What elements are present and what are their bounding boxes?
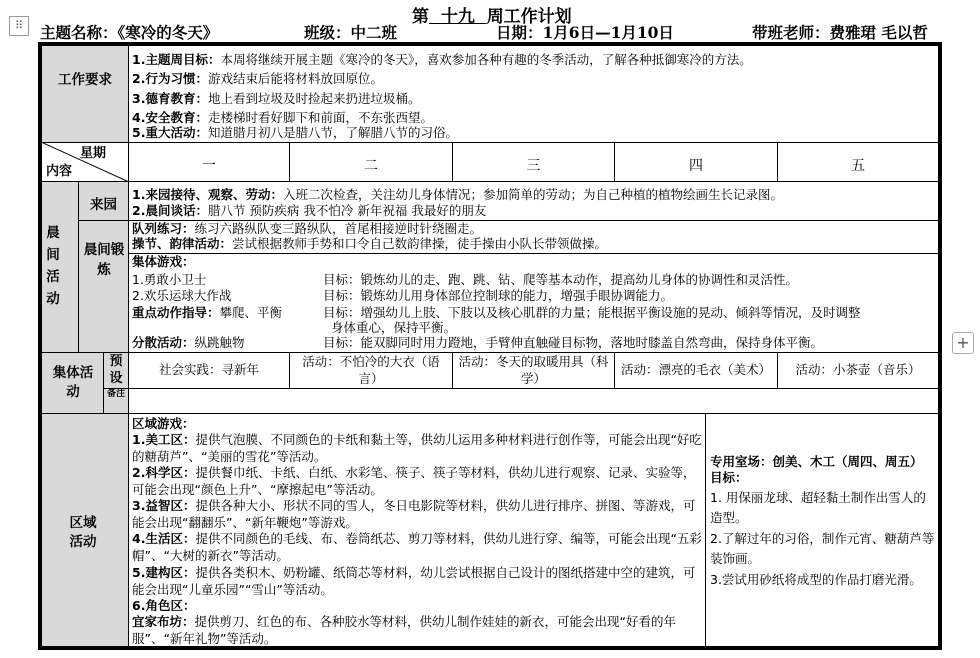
free-activity-goal: 目标：能双脚同时用力蹬地，手臂伸直触碰目标物，落地时膝盖自然弯曲，保持身体平衡。 xyxy=(323,335,824,350)
rhythm-line: 操节、韵律活动：尝试根据教师手势和口令自己数韵律操，徒手操由小队长带领做操。 xyxy=(132,236,608,251)
header xyxy=(0,0,980,42)
special-goal: 2.了解过年的习俗，制作元宵、糖葫芦等装饰画。 xyxy=(710,531,935,566)
group-activity-label: 集体活动 xyxy=(52,365,94,400)
key-action-goal-2: 身体重心，保持平衡。 xyxy=(331,320,457,335)
work-req-item: 2.行为习惯：游戏结束后能将材料放回原位。 xyxy=(132,71,383,86)
theme-name: 主题名称：《寒冷的冬天》 xyxy=(40,23,219,42)
work-req-item: 4.安全教育：走楼梯时看好脚下和前面，不东张西望。 xyxy=(132,110,433,125)
day-label-wed: 三 xyxy=(526,158,541,174)
title-suffix: 周工作计划 xyxy=(486,7,572,27)
title-prefix: 第 xyxy=(412,7,429,27)
exercise-label: 晨间锻炼 xyxy=(83,242,125,278)
plan-label: 预设 xyxy=(109,354,123,386)
arrival-line-2: 2.晨间谈话：腊八节 预防疾病 我不怕冷 新年祝福 我最好的朋友 xyxy=(132,203,487,218)
weekday-corner-label: 星期 xyxy=(80,146,107,161)
plan-text-mon: 社会实践：寻新年 xyxy=(158,362,259,377)
day-label-tue: 二 xyxy=(364,158,378,174)
work-req-label: 工作要求 xyxy=(58,72,112,88)
plan-text-wed: 活动：冬天的取暖用具（科学） xyxy=(458,354,609,386)
morning-label: 晨间活动 xyxy=(46,225,60,307)
special-goal: 3.尝试用砂纸将成型的作品打磨光滑。 xyxy=(710,572,922,587)
drill-line: 队列练习：练习六路纵队变三路纵队，首尾相接逆时针绕圈走。 xyxy=(132,221,483,236)
work-req-item: 5.重大活动：知道腊月初八是腊八节，了解腊八节的习俗。 xyxy=(132,125,458,140)
note-label: 备注 xyxy=(106,389,125,399)
game-name: 1.勇敢小卫士 xyxy=(132,272,207,287)
work-req-item: 3.德育教育：地上看到垃圾及时捡起来扔进垃圾桶。 xyxy=(132,91,421,106)
plan-text-thu: 活动：漂亮的毛衣（美术） xyxy=(620,362,771,377)
arrival-line-1: 1.来园接待、观察、劳动：入班二次检查，关注幼儿身体情况；参加简单的劳动；为自己种植的植物绘画生长记录图。 xyxy=(132,187,783,202)
area-item: 2.科学区：提供餐巾纸、卡纸、白纸、水彩笔、筷子、筷子等材料，供幼儿进行观察、记录、实验等，可能会出现“颜色上升”、“摩擦起电”等活动。 xyxy=(132,465,696,497)
day-label-thu: 四 xyxy=(689,158,703,174)
area-item: 3.益智区：提供各种大小、形状不同的雪人，冬日电影院等材料，供幼儿进行排序、拼图、等游戏，可能会出现“翻翻乐”、“新年鞭炮”等游戏。 xyxy=(132,498,696,530)
role-area-title: 6.角色区： xyxy=(132,598,196,613)
free-activity-line: 分散活动：纵跳触物 xyxy=(132,335,245,350)
drag-handle-icon[interactable]: ⠿ xyxy=(9,16,29,36)
class-name: 班级：中二班 xyxy=(304,23,398,42)
special-room-title: 专用室场：创美、木工（周四、周五） xyxy=(710,454,923,469)
date-range: 日期：1月6日—1月10日 xyxy=(496,23,674,42)
content-corner-label: 内容 xyxy=(46,164,73,179)
work-req-item: 1.主题周目标：本周将继续开展主题《寒冷的冬天》，喜欢参加各种有趣的冬季活动，了解各种抵御寒冷的方法。 xyxy=(132,52,752,67)
plan-text-fri: 活动：小茶壶（音乐） xyxy=(795,362,921,377)
area-item: 5.建构区：提供各类积木、奶粉罐、纸筒芯等材料，幼儿尝试根据自己设计的图纸搭建中空的建筑，可能会出现“儿童乐园”“雪山”等活动。 xyxy=(132,565,696,597)
special-goal-label: 目标： xyxy=(710,470,748,485)
area-games-title: 区域游戏： xyxy=(132,416,195,431)
special-goal: 1. 用保丽龙球、超轻黏土制作出雪人的造型。 xyxy=(710,490,926,525)
work-req-label-cell xyxy=(41,45,129,143)
day-label-fri: 五 xyxy=(851,158,865,174)
area-item: 1.美工区：提供气泡膜、不同颜色的卡纸和黏土等，供幼儿运用多种材料进行创作等，可能会出现“好吃的糖葫芦”、“美丽的雪花”等活动。 xyxy=(132,432,702,464)
game-goal: 目标：锻炼幼儿的走、跑、跳、钻、爬等基本动作，提高幼儿身体的协调性和灵活性。 xyxy=(323,272,799,287)
key-action-goal-1: 目标：增强幼儿上肢、下肢以及核心肌群的力量；能根据平衡设施的晃动、倾斜等情况，及时调整 xyxy=(323,305,861,320)
plan-text-tue: 活动：不怕冷的大衣（语言） xyxy=(302,354,440,386)
area-label: 区域活动 xyxy=(69,515,97,550)
key-action-line: 重点动作指导：攀爬、平衡 xyxy=(132,305,283,320)
teachers: 带班老师：费雅珺 毛以哲 xyxy=(752,23,928,42)
game-goal: 目标：锻炼幼儿用身体部位控制球的能力，增强手眼协调能力。 xyxy=(323,288,674,303)
day-label-mon: 一 xyxy=(202,158,216,174)
role-area-text: 宜家布坊：提供剪刀、红色的布、各种胶水等材料，供幼儿制作娃娃的新衣，可能会出现“好看的年服”、“新年礼物”等活动。 xyxy=(132,614,676,646)
games-title: 集体游戏： xyxy=(132,254,195,269)
add-row-icon[interactable]: + xyxy=(952,332,974,354)
week-number: 十九 xyxy=(440,7,475,27)
arrival-label: 来园 xyxy=(90,197,117,213)
note-cell xyxy=(128,388,939,414)
game-name: 2.欢乐运球大作战 xyxy=(132,288,232,303)
area-item: 4.生活区：提供不同颜色的毛线、布、卷筒纸芯、剪刀等材料，供幼儿进行穿、编等，可能会出现“五彩帽”、“大树的新衣”等活动。 xyxy=(132,531,702,563)
